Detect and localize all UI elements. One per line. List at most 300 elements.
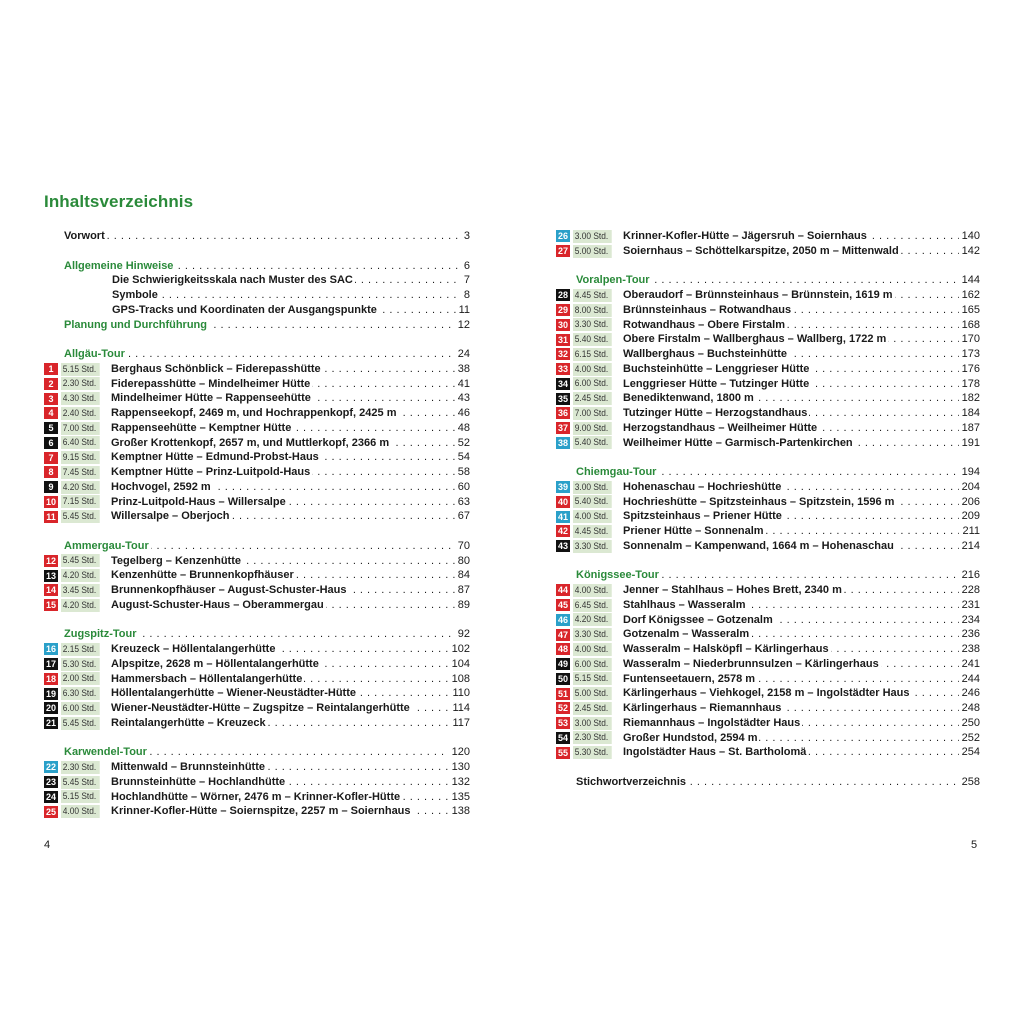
toc-tour-entry[interactable]	[556, 672, 980, 687]
entry-title-text: Zugspitz-Tour	[64, 628, 137, 641]
entry-title-text: Krinner-Kofler-Hütte – Soiernspitze, 2257 m – Soiernhaus	[111, 805, 411, 818]
tour-number-badge: 39	[557, 482, 568, 493]
duration-label: 4.30 Std.	[61, 392, 100, 405]
entry-title-text: Benediktenwand, 1800 m	[623, 392, 754, 405]
entry-title	[623, 672, 959, 687]
entry-title-text: Allgäu-Tour	[64, 348, 125, 360]
entry-page-number: 187	[959, 421, 980, 436]
entry-title	[64, 229, 461, 244]
toc-tour-entry[interactable]	[44, 716, 470, 731]
entry-page-number: 248	[959, 701, 980, 716]
entry-page-number: 38	[455, 362, 470, 377]
entry-title	[111, 716, 449, 731]
toc-section-hinweise[interactable]	[44, 259, 470, 274]
entry-page-number: 142	[959, 244, 980, 259]
entry-title-text: Krinner-Kofler-Hütte – Jägersruh – Soiernhaus	[623, 230, 867, 242]
entry-title-text: Rotwandhaus – Obere Firstalm	[623, 318, 785, 331]
entry-page-number: 252	[959, 731, 980, 746]
entry-title	[623, 303, 959, 318]
entry-page-number: 236	[959, 627, 980, 642]
tour-number-badge: 14	[45, 585, 56, 596]
toc-section-planung[interactable]	[44, 318, 470, 333]
toc-tour-entry[interactable]	[556, 627, 980, 642]
entry-title	[623, 686, 959, 701]
tour-number-badge: 50	[557, 673, 568, 684]
toc-tour-entry[interactable]	[44, 686, 470, 701]
entry-page-number: 234	[959, 613, 980, 628]
toc-tour-entry[interactable]	[556, 303, 980, 318]
tour-number-badge: 12	[45, 555, 56, 566]
toc-tour-entry[interactable]	[556, 436, 980, 451]
toc-tour-entry[interactable]	[44, 672, 470, 687]
toc-tour-entry[interactable]	[556, 229, 980, 244]
toc-tour-entry[interactable]	[556, 391, 980, 406]
entry-title	[112, 288, 461, 303]
entry-title	[623, 524, 959, 539]
tour-number-badge: 7	[44, 452, 58, 464]
toc-tour-entry[interactable]	[556, 613, 980, 628]
entry-title-text: Rappenseehütte – Kemptner Hütte	[111, 421, 292, 434]
entry-page-number: 54	[455, 450, 470, 465]
entry-page-number: 211	[959, 524, 980, 539]
entry-title-text: Kärlingerhaus – Viehkogel, 2158 m – Ingolstädter Haus	[623, 687, 910, 700]
duration-label: 4.00 Std.	[573, 584, 612, 597]
toc-tour-entry[interactable]	[556, 288, 980, 303]
entry-page-number: 130	[449, 760, 470, 775]
tour-number-badge: 34	[557, 378, 568, 389]
entry-page-number: 254	[959, 745, 980, 760]
toc-tour-entry[interactable]	[556, 332, 980, 347]
entry-page-number: 238	[959, 642, 980, 657]
entry-title-text: Kemptner Hütte – Prinz-Luitpold-Haus	[111, 466, 311, 478]
tour-number-badge: 5	[44, 422, 58, 434]
entry-page-number: 89	[455, 598, 470, 613]
tour-number-badge: 4	[44, 407, 58, 419]
entry-title-text: Fiderepasshütte – Mindelheimer Hütte	[111, 377, 311, 390]
entry-page-number: 191	[959, 436, 980, 451]
toc-tour-entry[interactable]	[44, 495, 470, 510]
toc-stichwortverzeichnis[interactable]	[556, 775, 980, 790]
duration-label: 4.45 Std.	[573, 289, 612, 302]
entry-page-number: 250	[959, 716, 980, 731]
entry-title-text: Ingolstädter Haus – St. Bartholomä	[623, 746, 807, 759]
toc-tour-entry[interactable]	[556, 318, 980, 333]
duration-label: 5.45 Std.	[61, 510, 100, 523]
entry-page-number: 92	[455, 627, 470, 642]
entry-title	[111, 598, 455, 613]
entry-page-number: 241	[959, 657, 980, 672]
entry-title-text: Buchsteinhütte – Lenggrieser Hütte	[623, 362, 810, 375]
toc-tour-entry[interactable]	[44, 480, 470, 495]
tour-number-badge: 35	[557, 393, 568, 404]
tour-number-badge: 43	[557, 541, 568, 552]
duration-label: 3.00 Std.	[573, 481, 612, 494]
duration-label: 7.15 Std.	[61, 495, 100, 508]
toc-tour-entry[interactable]	[556, 539, 980, 554]
toc-tour-entry[interactable]	[556, 362, 980, 377]
entry-title-text: Symbole	[112, 289, 158, 301]
entry-title	[111, 421, 455, 436]
duration-label: 3.30 Std.	[573, 540, 612, 553]
toc-tour-entry[interactable]	[44, 642, 470, 657]
toc-tour-entry[interactable]	[44, 568, 470, 583]
duration-label: 4.20 Std.	[61, 481, 100, 494]
toc-tour-entry[interactable]	[556, 244, 980, 259]
entry-title-text: Brunnenkopfhäuser – August-Schuster-Haus	[111, 584, 347, 596]
toc-tour-entry[interactable]	[556, 583, 980, 598]
toc-tour-entry[interactable]	[556, 524, 980, 539]
left-page-number: 4	[44, 839, 51, 851]
toc-tour-entry[interactable]	[44, 583, 470, 598]
toc-section-karwendel[interactable]	[44, 745, 470, 760]
entry-title-text: Spitzsteinhaus – Priener Hütte	[623, 510, 782, 523]
tour-number-badge: 48	[557, 644, 568, 655]
entry-title-text: Hochrieshütte – Spitzsteinhaus – Spitzstein, 1596 m	[623, 495, 895, 508]
entry-title-text: Berghaus Schönblick – Fiderepasshütte	[111, 362, 321, 375]
toc-tour-entry[interactable]	[44, 804, 470, 819]
entry-title	[64, 318, 455, 333]
entry-title-text: Lenggrieser Hütte – Tutzinger Hütte	[623, 377, 810, 390]
duration-label: 4.20 Std.	[573, 613, 612, 626]
entry-page-number: 70	[455, 539, 470, 554]
entry-title-text: Wallberghaus – Buchsteinhütte	[623, 348, 788, 360]
tour-number-badge: 36	[557, 408, 568, 419]
page-title: Inhaltsverzeichnis	[44, 192, 194, 211]
entry-page-number: 87	[455, 583, 470, 598]
entry-title	[64, 539, 455, 554]
entry-title	[111, 657, 449, 672]
entry-page-number: 114	[449, 701, 470, 716]
entry-title	[111, 760, 449, 775]
entry-title-text: Oberaudorf – Brünnsteinhaus – Brünnstein, 1619 m	[623, 289, 893, 301]
entry-title	[111, 568, 455, 583]
toc-tour-entry[interactable]	[44, 362, 470, 377]
entry-title	[111, 495, 455, 510]
toc-tour-entry[interactable]	[44, 760, 470, 775]
toc-tour-entry[interactable]	[44, 406, 470, 421]
tour-number-badge: 24	[45, 791, 56, 802]
entry-page-number: 138	[449, 804, 470, 819]
toc-tour-entry[interactable]	[556, 509, 980, 524]
entry-title	[576, 775, 959, 790]
entry-title-text: Priener Hütte – Sonnenalm	[623, 525, 764, 537]
toc-tour-entry[interactable]	[44, 790, 470, 805]
entry-title-text: Weilheimer Hütte – Garmisch-Partenkirchen	[623, 436, 853, 449]
entry-page-number: 43	[455, 391, 470, 406]
entry-page-number: 214	[959, 539, 980, 554]
toc-tour-entry[interactable]	[44, 436, 470, 451]
toc-tour-entry[interactable]	[44, 377, 470, 392]
toc-tour-entry[interactable]	[44, 509, 470, 524]
entry-title-text: Alpspitze, 2628 m – Höllentalangerhütte	[111, 657, 319, 670]
duration-label: 4.00 Std.	[573, 363, 612, 376]
entry-page-number: 120	[449, 745, 470, 760]
tour-number-badge: 27	[557, 246, 568, 257]
tour-number-badge: 45	[557, 600, 568, 611]
entry-page-number: 162	[959, 288, 980, 303]
entry-title	[111, 391, 455, 406]
entry-title	[64, 627, 455, 642]
entry-title	[623, 229, 959, 244]
entry-title-text: Ammergau-Tour	[64, 539, 149, 552]
entry-page-number: 170	[959, 332, 980, 347]
entry-page-number: 178	[959, 377, 980, 392]
duration-label: 7.00 Std.	[573, 407, 612, 420]
duration-label: 4.45 Std.	[573, 525, 612, 538]
duration-label: 4.00 Std.	[61, 805, 100, 818]
duration-label: 5.15 Std.	[61, 363, 100, 376]
tour-number-badge: 13	[45, 570, 56, 581]
entry-title	[623, 244, 959, 259]
entry-title	[623, 745, 959, 760]
entry-title	[623, 362, 959, 377]
entry-title-text: Kärlingerhaus – Riemannhaus	[623, 702, 782, 714]
tour-number-badge: 21	[45, 718, 56, 729]
tour-number-badge: 38	[557, 437, 568, 448]
duration-label: 6.30 Std.	[61, 687, 100, 700]
right-column	[556, 229, 980, 790]
entry-title-text: Tegelberg – Kenzenhütte	[111, 554, 241, 567]
entry-title-text: GPS-Tracks und Koordinaten der Ausgangspunkte	[112, 303, 377, 316]
entry-title	[111, 804, 449, 819]
entry-title-text: Sonnenalm – Kampenwand, 1664 m – Hohenaschau	[623, 539, 894, 552]
tour-number-badge: 49	[557, 659, 568, 670]
entry-title	[111, 406, 455, 421]
duration-label: 2.45 Std.	[573, 392, 612, 405]
entry-page-number: 144	[959, 273, 980, 288]
duration-label: 2.30 Std.	[573, 731, 612, 744]
toc-tour-entry[interactable]	[44, 450, 470, 465]
toc-section-koenigssee[interactable]	[556, 568, 980, 583]
entry-title	[623, 406, 959, 421]
duration-label: 6.45 Std.	[573, 599, 612, 612]
duration-label: 2.40 Std.	[61, 407, 100, 420]
entry-title-text: Obere Firstalm – Wallberghaus – Wallberg, 1722 m	[623, 333, 887, 346]
entry-title	[576, 273, 959, 288]
toc-tour-entry[interactable]	[556, 701, 980, 716]
duration-label: 3.30 Std.	[573, 318, 612, 331]
entry-title-text: Brunnsteinhütte – Hochlandhütte	[111, 775, 286, 788]
entry-title-text: Kemptner Hütte – Edmund-Probst-Haus	[111, 451, 319, 464]
duration-label: 6.00 Std.	[573, 377, 612, 390]
duration-label: 3.00 Std.	[573, 230, 612, 243]
duration-label: 6.40 Std.	[61, 436, 100, 449]
toc-tour-entry[interactable]	[556, 598, 980, 613]
entry-title-text: Großer Hundstod, 2594 m	[623, 731, 758, 744]
entry-title	[623, 421, 959, 436]
toc-tour-entry[interactable]	[556, 731, 980, 746]
toc-section-chiemgau[interactable]	[556, 465, 980, 480]
entry-title	[111, 686, 449, 701]
entry-title-text: Allgemeine Hinweise	[64, 259, 174, 272]
entry-title	[64, 259, 461, 274]
duration-label: 3.45 Std.	[61, 584, 100, 597]
entry-title-text: Prinz-Luitpold-Haus – Willersalpe	[111, 495, 286, 508]
toc-tour-entry[interactable]	[44, 554, 470, 569]
duration-label: 2.30 Std.	[61, 377, 100, 390]
toc-tour-entry[interactable]	[44, 701, 470, 716]
toc-section-allgaeu[interactable]	[44, 347, 470, 362]
entry-title-text: Hohenaschau – Hochrieshütte	[623, 480, 782, 493]
tour-number-badge: 8	[44, 466, 58, 478]
entry-page-number: 165	[959, 303, 980, 318]
entry-title-text: Stichwortverzeichnis	[576, 775, 687, 788]
duration-label: 5.40 Std.	[573, 436, 612, 449]
entry-title-text: Wasseralm – Niederbrunnsulzen – Kärlingerhaus	[623, 657, 879, 670]
duration-label: 6.15 Std.	[573, 348, 612, 361]
entry-title-text: Mindelheimer Hütte – Rappenseehütte	[111, 392, 311, 405]
entry-page-number: 60	[455, 480, 470, 495]
tour-number-badge: 51	[557, 688, 568, 699]
entry-title	[111, 672, 449, 687]
tour-number-badge: 32	[557, 349, 568, 360]
entry-page-number: 168	[959, 318, 980, 333]
toc-section-ammergau[interactable]	[44, 539, 470, 554]
entry-page-number: 52	[455, 436, 470, 451]
entry-title	[111, 465, 455, 480]
duration-label: 4.00 Std.	[573, 643, 612, 656]
entry-title	[111, 450, 455, 465]
entry-page-number: 102	[449, 642, 470, 657]
entry-title-text: Chiemgau-Tour	[576, 466, 657, 478]
tour-number-badge: 52	[557, 703, 568, 714]
duration-label: 4.20 Std.	[61, 599, 100, 612]
entry-title	[64, 745, 449, 760]
entry-page-number: 84	[455, 568, 470, 583]
duration-label: 2.45 Std.	[573, 702, 612, 715]
tour-number-badge: 10	[45, 496, 56, 507]
entry-page-number: 173	[959, 347, 980, 362]
entry-title	[576, 568, 959, 583]
duration-label: 3.00 Std.	[573, 717, 612, 730]
entry-page-number: 231	[959, 598, 980, 613]
entry-page-number: 11	[456, 303, 470, 318]
duration-label: 5.00 Std.	[573, 245, 612, 258]
entry-title-text: Karwendel-Tour	[64, 746, 147, 759]
tour-number-badge: 17	[45, 659, 56, 670]
entry-title	[112, 303, 456, 318]
tour-number-badge: 2	[44, 378, 58, 390]
entry-page-number: 132	[449, 775, 470, 790]
entry-title-text: Wiener-Neustädter-Hütte – Zugspitze – Reintalangerhütte	[111, 702, 410, 714]
toc-tour-entry[interactable]	[44, 465, 470, 480]
toc-vorwort[interactable]	[44, 229, 470, 244]
toc-tour-entry[interactable]	[556, 716, 980, 731]
entry-title-text: Rappenseekopf, 2469 m, und Hochrappenkopf, 2425 m	[111, 407, 397, 419]
entry-title	[111, 509, 455, 524]
tour-number-badge: 53	[557, 718, 568, 729]
entry-title	[623, 347, 959, 362]
toc-tour-entry[interactable]	[44, 421, 470, 436]
duration-label: 5.40 Std.	[573, 333, 612, 346]
entry-title	[111, 642, 449, 657]
tour-number-badge: 6	[44, 437, 58, 449]
toc-section-voralpen[interactable]	[556, 273, 980, 288]
entry-title-text: Königssee-Tour	[576, 569, 659, 582]
toc-tour-entry[interactable]	[556, 745, 980, 760]
entry-page-number: 204	[959, 480, 980, 495]
entry-title-text: Hochvogel, 2592 m	[111, 480, 211, 493]
entry-title	[623, 509, 959, 524]
toc-subentry[interactable]	[44, 303, 470, 318]
tour-number-badge: 40	[557, 496, 568, 507]
entry-page-number: 140	[959, 229, 980, 244]
entry-title-text: Jenner – Stahlhaus – Hohes Brett, 2340 m	[623, 584, 842, 596]
toc-tour-entry[interactable]	[556, 495, 980, 510]
entry-title	[623, 318, 959, 333]
toc-tour-entry[interactable]	[556, 406, 980, 421]
tour-number-badge: 44	[557, 585, 568, 596]
entry-title	[623, 436, 959, 451]
duration-label: 5.30 Std.	[61, 658, 100, 671]
entry-title-text: Tutzinger Hütte – Herzogstandhaus	[623, 407, 808, 419]
toc-subentry[interactable]	[44, 273, 470, 288]
entry-page-number: 3	[461, 229, 470, 244]
entry-title	[111, 362, 455, 377]
toc-tour-entry[interactable]	[556, 347, 980, 362]
entry-page-number: 12	[455, 318, 470, 333]
toc-section-zugspitz[interactable]	[44, 627, 470, 642]
tour-number-badge: 22	[45, 762, 56, 773]
duration-label: 5.15 Std.	[573, 672, 612, 685]
tour-number-badge: 47	[557, 629, 568, 640]
tour-number-badge: 11	[44, 511, 58, 523]
toc-tour-entry[interactable]	[44, 775, 470, 790]
tour-number-badge: 3	[44, 393, 58, 405]
entry-title	[623, 731, 959, 746]
entry-title-text: Hochlandhütte – Wörner, 2476 m – Krinner-Kofler-Hütte	[111, 790, 401, 803]
toc-tour-entry[interactable]	[556, 642, 980, 657]
entry-title-text: Stahlhaus – Wasseralm	[623, 598, 746, 611]
duration-label: 5.45 Std.	[61, 554, 100, 567]
entry-page-number: 46	[455, 406, 470, 421]
entry-page-number: 108	[449, 672, 470, 687]
tour-number-badge: 25	[45, 806, 56, 817]
entry-title	[111, 377, 455, 392]
duration-label: 2.00 Std.	[61, 672, 100, 685]
tour-number-badge: 41	[557, 511, 568, 522]
toc-tour-entry[interactable]	[44, 598, 470, 613]
entry-title-text: Planung und Durchführung	[64, 318, 207, 331]
duration-label: 4.00 Std.	[573, 510, 612, 523]
toc-tour-entry[interactable]	[556, 657, 980, 672]
entry-page-number: 24	[455, 347, 470, 362]
toc-tour-entry[interactable]	[556, 421, 980, 436]
toc-tour-entry[interactable]	[556, 480, 980, 495]
entry-title-text: August-Schuster-Haus – Oberammergau	[111, 598, 324, 611]
entry-title-text: Riemannhaus – Ingolstädter Haus	[623, 716, 801, 729]
toc-tour-entry[interactable]	[44, 391, 470, 406]
duration-label: 7.00 Std.	[61, 422, 100, 435]
entry-page-number: 135	[449, 790, 470, 805]
tour-number-badge: 26	[557, 231, 568, 242]
toc-tour-entry[interactable]	[44, 657, 470, 672]
tour-number-badge: 55	[557, 747, 568, 758]
tour-number-badge: 31	[557, 334, 568, 345]
entry-title	[623, 480, 959, 495]
tour-number-badge: 37	[557, 423, 568, 434]
duration-label: 5.45 Std.	[61, 717, 100, 730]
tour-number-badge: 23	[45, 777, 56, 788]
toc-subentry[interactable]	[44, 288, 470, 303]
tour-number-badge: 18	[45, 673, 56, 684]
toc-tour-entry[interactable]	[556, 377, 980, 392]
tour-number-badge: 19	[45, 688, 56, 699]
entry-title	[623, 332, 959, 347]
entry-title-text: Voralpen-Tour	[576, 274, 650, 287]
toc-tour-entry[interactable]	[556, 686, 980, 701]
tour-number-badge: 42	[557, 526, 568, 537]
